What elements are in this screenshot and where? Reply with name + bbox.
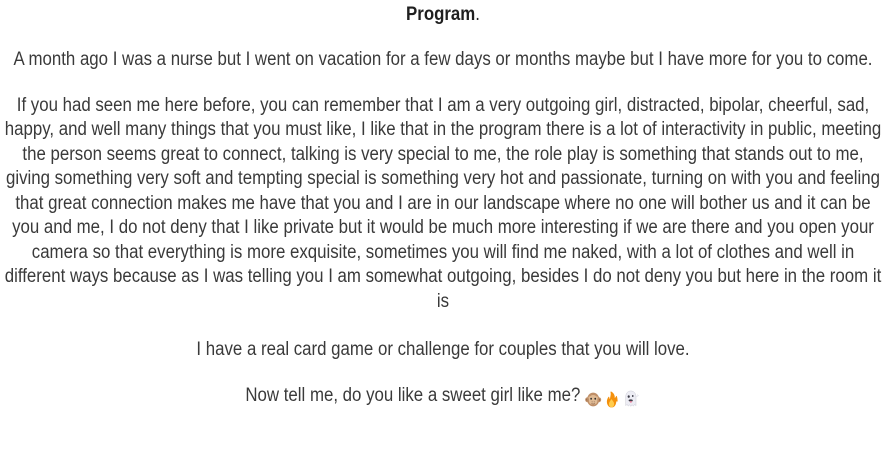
monkey-face-emoji-icon [585, 390, 602, 409]
page-title [0, 3, 886, 27]
page-title-period: . [475, 4, 480, 25]
paragraph-intro: A month ago I was a nurse but I went on vacation for a few days or months maybe but I have more for you to come. [13, 49, 873, 70]
fire-emoji-icon [603, 390, 620, 409]
paragraph-description: If you had seen me here before, you can remember that I am a very outgoing girl, distracted, bipolar, cheerful, sad, happy, and well many things that you must like, I like that in the program there is a lot of interactivity in public, meeting the person seems great to connect, talking is very special to me, the role play is something that stands out to me, giving something very soft and tempting special is something very hot and passionate, turning on with you and feeling that great connection makes me have that you and I are in our landscape where no one will bother us and it can be you and me, I do not deny that I like private but it would be much more interesting if we are there and you open your camera so that everything is more exquisite, sometimes you will find me naked, with a lot of clothes and well in different ways because as I was telling you I am somewhat outgoing, besides I do not deny you but here in the room it is [4, 94, 882, 312]
closing-question-text: Now tell me, do you like a sweet girl like me? [245, 384, 581, 406]
paragraph-card-game: I have a real card game or challenge for couples that you will love. [196, 339, 690, 360]
paragraph-closing [0, 384, 886, 413]
ghost-emoji-icon [622, 389, 640, 409]
closing-emoji-row [584, 388, 641, 413]
page-title-text: Program [406, 4, 476, 25]
